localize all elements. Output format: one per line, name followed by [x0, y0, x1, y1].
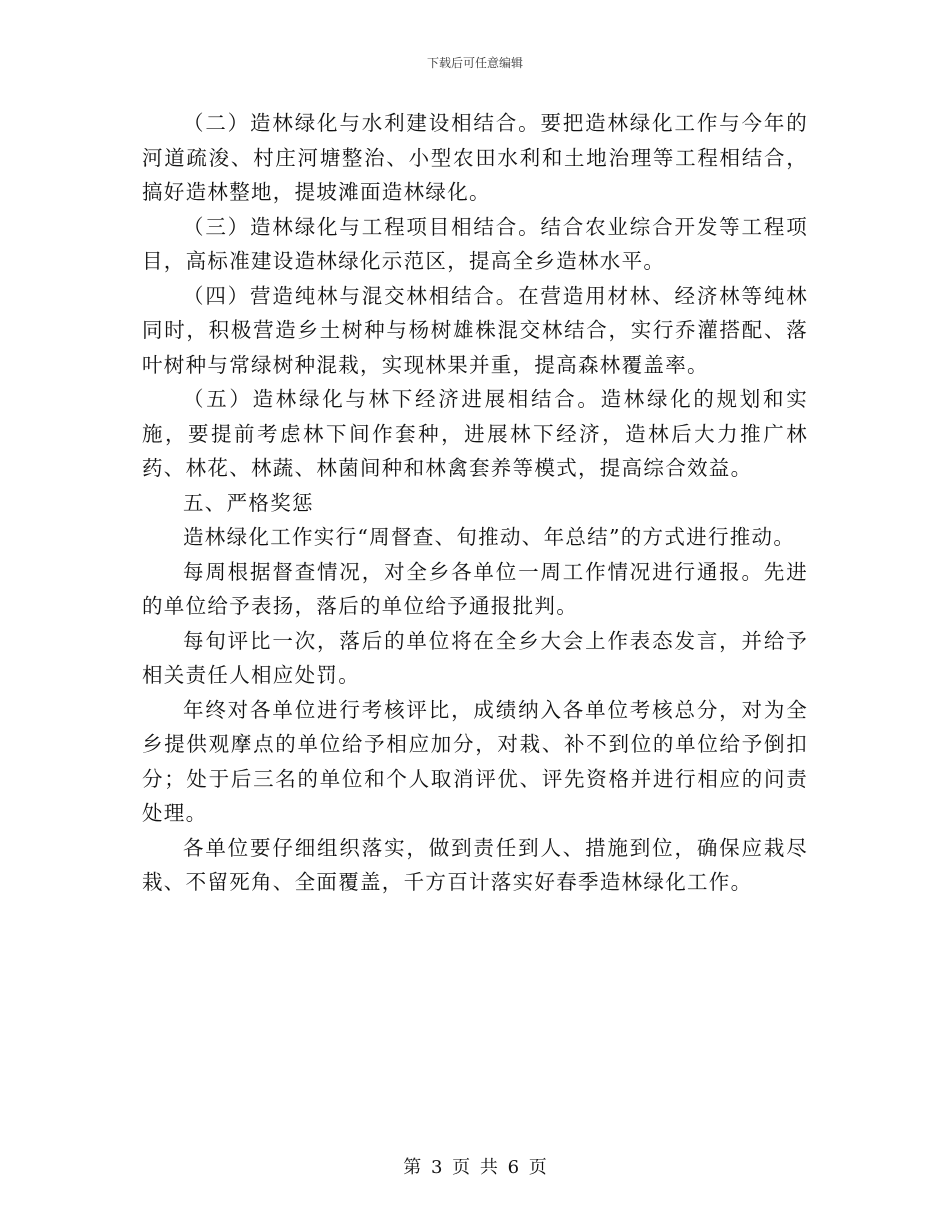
paragraph-weekly-report: 每周根据督查情况，对全乡各单位一周工作情况进行通报。先进的单位给予表扬，落后的单位给予通报批判。	[142, 559, 808, 618]
paragraph-pure-and-mixed-forest: （四）营造纯林与混交林相结合。在营造用材林、经济林等纯林同时，积极营造乡土树种与杨树雄株混交林结合，实行乔灌搭配、落叶树种与常绿树种混栽，实现林果并重，提高森林覆盖率。	[142, 283, 808, 377]
paragraph-annual-assessment: 年终对各单位进行考核评比，成绩纳入各单位考核总分，对为全乡提供观摩点的单位给予相应加分，对栽、补不到位的单位给予倒扣分；处于后三名的单位和个人取消评优、评先资格并进行相应的问责处理。	[142, 697, 808, 825]
section-heading-rewards-penalties: 五、严格奖惩	[183, 490, 314, 515]
paragraph-greening-water-conservancy: （二）造林绿化与水利建设相结合。要把造林绿化工作与今年的河道疏浚、村庄河塘整治、小型农田水利和土地治理等工程相结合，搞好造林整地，提坡滩面造林绿化。	[142, 111, 808, 204]
paragraph-supervision-method: 造林绿化工作实行“周督查、旬推动、年总结”的方式进行推动。	[183, 525, 796, 549]
paragraph-greening-engineering-projects: （三）造林绿化与工程项目相结合。结合农业综合开发等工程项目，高标准建设造林绿化示范区，提高全乡造林水平。	[142, 214, 808, 273]
paragraph-understory-economy: （五）造林绿化与林下经济进展相结合。造林绿化的规划和实施，要提前考虑林下间作套种，进展林下经济，造林后大力推广林药、林花、林蔬、林菌间种和林禽套养等模式，提高综合效益。	[142, 387, 808, 480]
paragraph-implementation: 各单位要仔细组织落实，做到责任到人、措施到位，确保应栽尽栽、不留死角、全面覆盖，千方百计落实好春季造林绿化工作。	[142, 835, 808, 894]
header-note: 下载后可任意编辑	[426, 56, 523, 70]
document-body	[142, 106, 808, 900]
paragraph-ten-day-review: 每旬评比一次，落后的单位将在全乡大会上作表态发言，并给予相关责任人相应处罚。	[142, 628, 808, 687]
page-number: 第 3 页 共 6 页	[403, 1157, 547, 1178]
